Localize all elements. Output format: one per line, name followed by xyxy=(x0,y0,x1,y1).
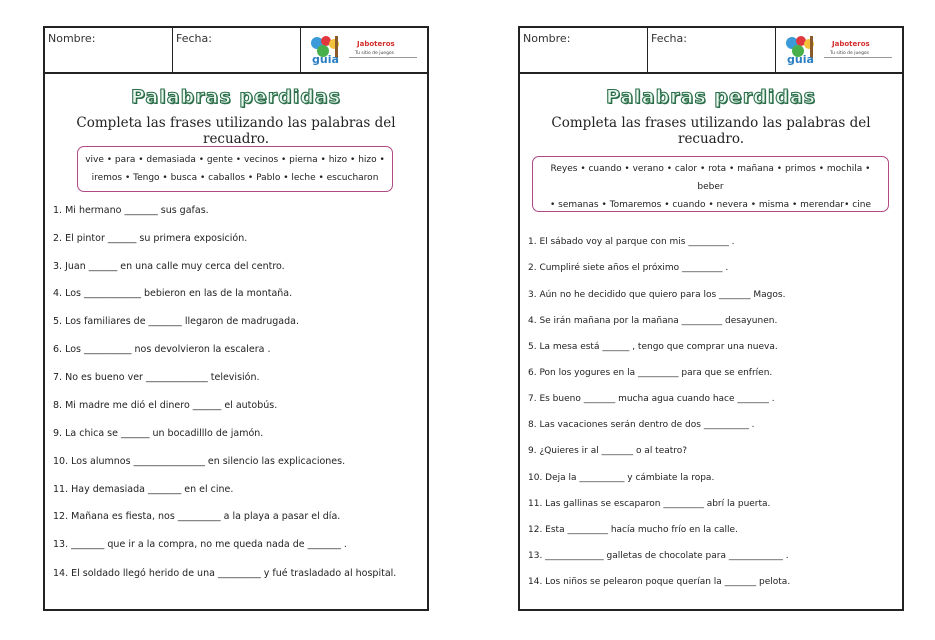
question-item: 6. Los __________ nos devolvieron la escalera . xyxy=(53,344,271,355)
logo-text: guia xyxy=(787,53,814,66)
worksheet-right xyxy=(518,26,904,611)
guia-logo xyxy=(309,32,421,66)
logo-cell xyxy=(301,28,427,72)
worksheet-header xyxy=(520,28,902,74)
worksheet-header xyxy=(45,28,427,74)
question-item: 7. No es bueno ver _____________ televisión. xyxy=(53,372,260,383)
logo-brand: Jaboteros xyxy=(357,40,395,48)
question-item: 5. La mesa está ______ , tengo que comprar una nueva. xyxy=(528,342,778,352)
question-item: 3. Juan ______ en una calle muy cerca del centro. xyxy=(53,261,285,272)
instruction-text: Completa las frases utilizando las palabras del recuadro. xyxy=(76,115,396,147)
question-item: 14. El soldado llegó herido de una _________ y fué trasladado al hospital. xyxy=(53,568,397,579)
worksheet-left xyxy=(43,26,429,611)
question-item: 10. Los alumnos _______________ en silencio las explicaciones. xyxy=(53,456,346,467)
logo-brand: Jaboteros xyxy=(832,40,870,48)
question-item: 5. Los familiares de _______ llegaron de madrugada. xyxy=(53,316,300,327)
logo-cell xyxy=(776,28,902,72)
logo-tagline: Tu sitio de juegos xyxy=(830,51,870,56)
question-item: 2. El pintor ______ su primera exposición. xyxy=(53,233,248,244)
question-item: 10. Deja la __________ y cámbiate la ropa. xyxy=(528,473,715,483)
date-label: Fecha: xyxy=(176,32,212,45)
question-item: 9. La chica se ______ un bocadilllo de jamón. xyxy=(53,428,264,439)
question-item: 6. Pon los yogures en la _________ para que se enfríen. xyxy=(528,368,773,378)
question-item: 4. Se irán mañana por la mañana _________ desayunen. xyxy=(528,316,778,326)
question-item: 1. El sábado voy al parque con mis _________ . xyxy=(528,237,735,247)
name-label: Nombre: xyxy=(523,32,571,45)
name-field[interactable] xyxy=(45,28,173,72)
question-item: 9. ¿Quieres ir al _______ o al teatro? xyxy=(528,446,688,456)
date-field[interactable] xyxy=(648,28,776,72)
date-field[interactable] xyxy=(173,28,301,72)
instruction-text: Completa las frases utilizando las palabras del recuadro. xyxy=(551,115,871,147)
word-bank-line: Reyes • cuando • verano • calor • rota • mañana • primos • mochila • beber xyxy=(550,164,871,192)
question-item: 14. Los niños se pelearon poque querían la _______ pelota. xyxy=(528,577,791,587)
question-item: 3. Aún no he decidido que quiero para los _______ Magos. xyxy=(528,290,786,300)
question-item: 13. _____________ galletas de chocolate para ____________ . xyxy=(528,551,789,561)
logo-text: guia xyxy=(312,53,339,66)
guia-logo xyxy=(784,32,896,66)
question-item: 11. Las gallinas se escaparon _________ abrí la puerta. xyxy=(528,499,771,509)
date-label: Fecha: xyxy=(651,32,687,45)
page-title: Palabras perdidas xyxy=(131,86,341,108)
word-bank-line: • semanas • Tomaremos • cuando • nevera • misma • merendar• cine xyxy=(550,200,871,210)
question-item: 8. Mi madre me dió el dinero ______ el autobús. xyxy=(53,400,278,411)
question-item: 2. Cumpliré siete años el próximo _________ . xyxy=(528,263,729,273)
question-item: 12. Mañana es fiesta, nos _________ a la playa a pasar el día. xyxy=(53,511,341,522)
question-item: 12. Esta _________ hacía mucho frío en la calle. xyxy=(528,525,738,535)
word-bank-line: vive • para • demasiada • gente • vecinos • pierna • hizo • hizo • xyxy=(85,155,385,165)
word-bank xyxy=(532,156,889,212)
page-title: Palabras perdidas xyxy=(606,86,816,108)
question-item: 4. Los ____________ bebieron en las de la montaña. xyxy=(53,288,293,299)
question-item: 13. _______ que ir a la compra, no me queda nada de _______ . xyxy=(53,539,347,550)
question-item: 1. Mi hermano _______ sus gafas. xyxy=(53,205,209,216)
name-label: Nombre: xyxy=(48,32,96,45)
word-bank xyxy=(77,146,393,192)
name-field[interactable] xyxy=(520,28,648,72)
question-item: 11. Hay demasiada _______ en el cine. xyxy=(53,484,234,495)
question-item: 7. Es bueno _______ mucha agua cuando hace _______ . xyxy=(528,394,775,404)
logo-tagline: Tu sitio de juegos xyxy=(355,51,395,56)
question-item: 8. Las vacaciones serán dentro de dos __________ . xyxy=(528,420,755,430)
word-bank-line: iremos • Tengo • busca • caballos • Pablo • leche • escucharon xyxy=(91,173,379,183)
